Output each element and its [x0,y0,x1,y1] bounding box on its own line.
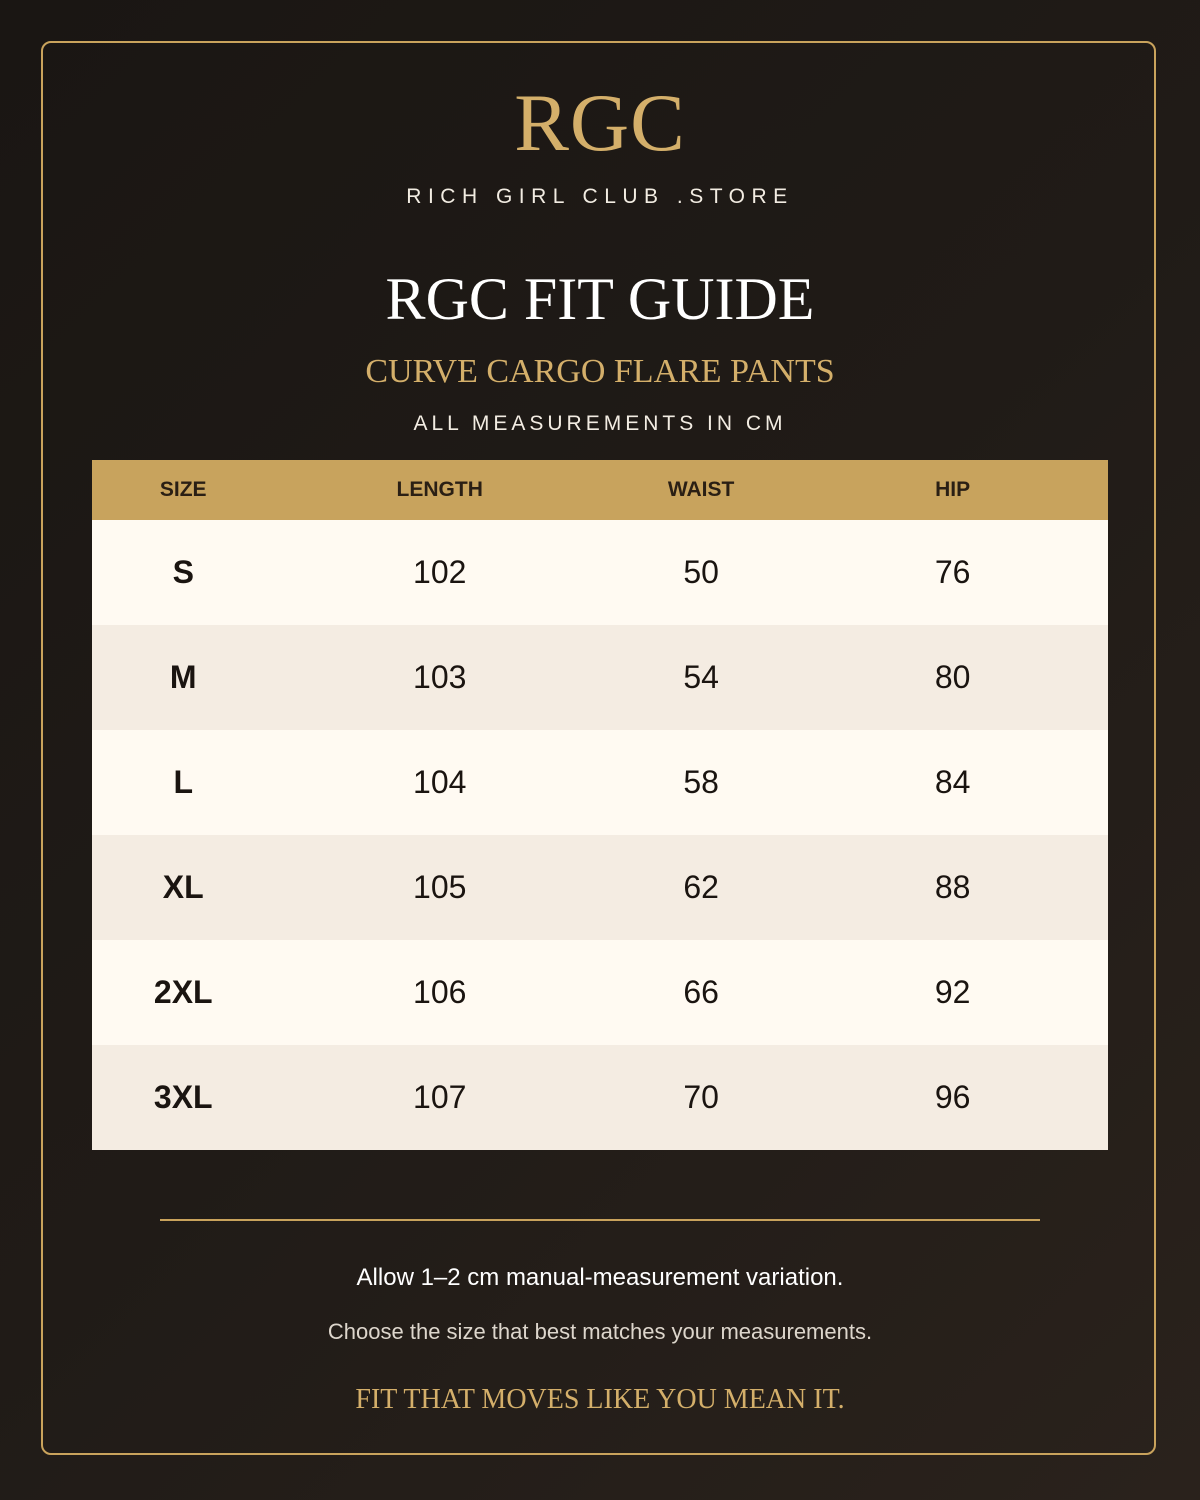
header-hip: HIP [935,478,971,501]
hip-cell: 76 [934,554,971,590]
size-cell: L [173,764,194,800]
length-cell: 102 [413,554,467,590]
size-chart-table [92,460,1108,1150]
length-cell: 104 [413,764,467,800]
store-name: RICH GIRL CLUB .STORE [406,185,794,208]
table-row [92,625,1108,730]
tagline: FIT THAT MOVES LIKE YOU MEAN IT. [355,1384,845,1415]
size-cell: 2XL [153,974,213,1010]
table-row [92,730,1108,835]
header-size: SIZE [159,478,207,501]
table-row [92,835,1108,940]
waist-cell: 62 [683,869,719,905]
brand-logo: RGC [514,77,686,168]
waist-cell: 66 [683,974,719,1010]
hip-cell: 84 [934,764,971,800]
hip-cell: 80 [934,659,971,695]
page-title: RGC FIT GUIDE [385,266,815,332]
header-length: LENGTH [396,478,483,501]
waist-cell: 50 [683,554,719,590]
waist-cell: 58 [683,764,719,800]
table-header-row [92,460,1108,520]
units-note: ALL MEASUREMENTS IN CM [413,412,787,435]
table-row [92,520,1108,625]
size-cell: XL [162,869,204,905]
size-cell: M [169,659,197,695]
size-cell: 3XL [153,1079,213,1115]
size-advice-note: Choose the size that best matches your measurements. [327,1319,873,1344]
hip-cell: 96 [934,1079,971,1115]
length-cell: 105 [413,869,467,905]
length-cell: 106 [413,974,467,1010]
hip-cell: 88 [934,869,971,905]
gold-divider [160,1219,1040,1221]
length-cell: 107 [413,1079,467,1115]
product-subtitle: CURVE CARGO FLARE PANTS [365,353,835,390]
variation-note: Allow 1–2 cm manual-measurement variation. [356,1264,844,1291]
size-cell: S [172,554,194,590]
waist-cell: 70 [683,1079,719,1115]
table-row [92,940,1108,1045]
header-waist: WAIST [667,478,735,501]
length-cell: 103 [413,659,467,695]
waist-cell: 54 [683,659,719,695]
hip-cell: 92 [934,974,971,1010]
table-row [92,1045,1108,1150]
